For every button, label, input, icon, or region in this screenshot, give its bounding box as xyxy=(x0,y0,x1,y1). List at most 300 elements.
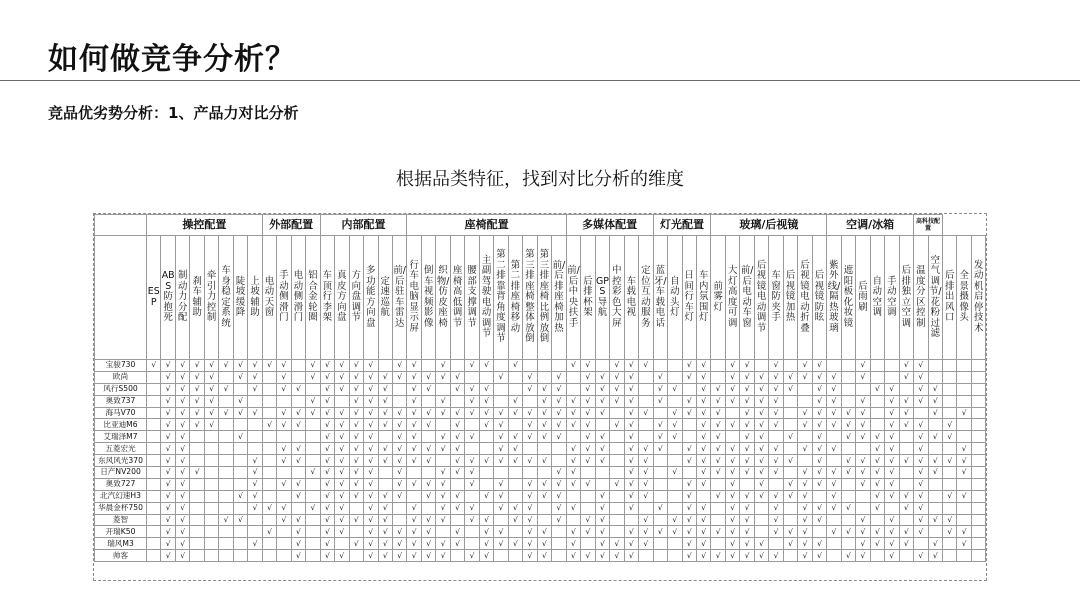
feature-header xyxy=(827,236,841,360)
check-cell: √ xyxy=(537,490,551,502)
check-cell xyxy=(277,490,291,502)
check-cell: √ xyxy=(769,443,783,455)
check-cell: √ xyxy=(812,383,827,395)
feature-header xyxy=(624,236,638,360)
check-cell xyxy=(639,371,654,383)
check-cell xyxy=(581,490,595,502)
check-cell xyxy=(783,550,797,562)
feature-header xyxy=(450,236,464,360)
check-cell xyxy=(783,360,797,372)
check-cell: √ xyxy=(262,526,276,538)
check-cell xyxy=(306,431,320,443)
check-cell: √ xyxy=(450,443,464,455)
check-cell: √ xyxy=(291,514,305,526)
check-cell: √ xyxy=(465,383,479,395)
check-cell: √ xyxy=(711,455,725,467)
table-row xyxy=(95,371,986,383)
check-cell: √ xyxy=(870,526,884,538)
check-cell: √ xyxy=(421,383,435,395)
check-cell: √ xyxy=(914,550,928,562)
check-cell: √ xyxy=(479,538,493,550)
check-cell: √ xyxy=(812,550,827,562)
check-cell xyxy=(147,526,161,538)
check-cell xyxy=(335,538,349,550)
check-cell xyxy=(653,407,667,419)
table-row xyxy=(95,478,986,490)
check-cell xyxy=(421,431,435,443)
check-cell: √ xyxy=(364,550,378,562)
feature-label: 后视镜电动调节 xyxy=(756,259,767,334)
check-cell: √ xyxy=(943,526,957,538)
check-cell xyxy=(943,538,957,550)
check-cell: √ xyxy=(885,443,899,455)
check-cell xyxy=(248,419,262,431)
check-cell: √ xyxy=(175,360,189,372)
check-cell: √ xyxy=(812,455,827,467)
check-cell xyxy=(190,443,204,455)
check-cell xyxy=(783,467,797,479)
feature-label: 发动机启停技术 xyxy=(973,259,984,334)
check-cell: √ xyxy=(147,360,161,372)
check-cell: √ xyxy=(335,431,349,443)
feature-header xyxy=(566,236,580,360)
check-cell: √ xyxy=(349,455,363,467)
check-cell: √ xyxy=(436,395,450,407)
check-cell: √ xyxy=(957,467,971,479)
check-cell xyxy=(668,478,682,490)
group-header: 灯光配置 xyxy=(653,215,711,236)
check-cell xyxy=(899,478,913,490)
feature-header xyxy=(639,236,654,360)
feature-header xyxy=(581,236,595,360)
check-cell: √ xyxy=(161,550,175,562)
check-cell xyxy=(827,514,841,526)
check-cell: √ xyxy=(248,371,262,383)
check-cell: √ xyxy=(754,538,768,550)
section-subtitle: 竞品优劣势分析：1、产品力对比分析 xyxy=(48,104,299,122)
check-cell: √ xyxy=(639,467,654,479)
check-cell xyxy=(841,514,855,526)
check-cell: √ xyxy=(335,514,349,526)
check-cell: √ xyxy=(349,395,363,407)
check-cell xyxy=(798,455,812,467)
check-cell xyxy=(204,514,218,526)
check-cell: √ xyxy=(827,526,841,538)
check-cell: √ xyxy=(581,407,595,419)
check-cell: √ xyxy=(523,419,537,431)
check-cell: √ xyxy=(508,443,522,455)
check-cell: √ xyxy=(436,490,450,502)
check-cell: √ xyxy=(392,467,406,479)
check-cell xyxy=(421,395,435,407)
check-cell: √ xyxy=(436,360,450,372)
check-cell xyxy=(552,526,567,538)
check-cell: √ xyxy=(682,514,696,526)
check-cell: √ xyxy=(668,419,682,431)
check-cell: √ xyxy=(320,526,334,538)
check-cell xyxy=(943,478,957,490)
check-cell: √ xyxy=(914,467,928,479)
check-cell xyxy=(190,526,204,538)
feature-header xyxy=(306,236,320,360)
check-cell: √ xyxy=(696,514,710,526)
check-cell: √ xyxy=(711,419,725,431)
check-cell: √ xyxy=(450,383,464,395)
check-cell xyxy=(537,443,551,455)
check-cell: √ xyxy=(943,490,957,502)
check-cell: √ xyxy=(175,467,189,479)
check-cell: √ xyxy=(827,467,841,479)
check-cell: √ xyxy=(392,526,406,538)
check-cell: √ xyxy=(914,526,928,538)
check-cell xyxy=(957,419,971,431)
check-cell: √ xyxy=(494,490,508,502)
check-cell xyxy=(190,455,204,467)
check-cell xyxy=(769,431,783,443)
check-cell: √ xyxy=(783,490,797,502)
check-cell xyxy=(943,467,957,479)
check-cell: √ xyxy=(682,455,696,467)
check-cell: √ xyxy=(349,490,363,502)
check-cell xyxy=(856,502,870,514)
check-cell xyxy=(783,443,797,455)
check-cell: √ xyxy=(349,538,363,550)
check-cell xyxy=(147,455,161,467)
check-cell: √ xyxy=(812,407,827,419)
brand-name: 奥致737 xyxy=(95,395,147,407)
check-cell xyxy=(971,431,985,443)
check-cell: √ xyxy=(725,395,739,407)
check-cell: √ xyxy=(465,478,479,490)
check-cell: √ xyxy=(943,419,957,431)
check-cell: √ xyxy=(537,550,551,562)
check-cell xyxy=(436,526,450,538)
check-cell: √ xyxy=(407,407,421,419)
check-cell: √ xyxy=(465,550,479,562)
check-cell: √ xyxy=(914,490,928,502)
check-cell: √ xyxy=(696,502,710,514)
check-cell: √ xyxy=(812,431,827,443)
check-cell: √ xyxy=(523,431,537,443)
check-cell: √ xyxy=(885,431,899,443)
check-cell: √ xyxy=(349,419,363,431)
check-cell: √ xyxy=(508,395,522,407)
check-cell: √ xyxy=(175,502,189,514)
check-cell xyxy=(262,538,276,550)
feature-header xyxy=(349,236,363,360)
check-cell: √ xyxy=(827,502,841,514)
check-cell: √ xyxy=(436,478,450,490)
check-cell xyxy=(219,419,233,431)
check-cell: √ xyxy=(392,431,406,443)
check-cell: √ xyxy=(725,455,739,467)
check-cell xyxy=(262,395,276,407)
check-cell: √ xyxy=(725,550,739,562)
check-cell xyxy=(277,538,291,550)
check-cell xyxy=(349,550,363,562)
check-cell: √ xyxy=(696,455,710,467)
check-cell: √ xyxy=(392,407,406,419)
check-cell: √ xyxy=(335,419,349,431)
check-cell: √ xyxy=(639,514,654,526)
check-cell: √ xyxy=(450,371,464,383)
check-cell: √ xyxy=(812,371,827,383)
check-cell: √ xyxy=(595,526,609,538)
check-cell xyxy=(639,419,654,431)
check-cell xyxy=(306,514,320,526)
feature-label: 车内氛围灯 xyxy=(699,270,709,324)
check-cell: √ xyxy=(364,455,378,467)
check-cell: √ xyxy=(320,360,334,372)
check-cell: √ xyxy=(233,371,247,383)
check-cell xyxy=(233,478,247,490)
check-cell xyxy=(508,478,522,490)
check-cell xyxy=(711,371,725,383)
check-cell: √ xyxy=(769,407,783,419)
check-cell: √ xyxy=(899,407,913,419)
page-title: 如何做竞争分析？ xyxy=(48,42,296,77)
check-cell xyxy=(219,371,233,383)
feature-label: 遮阳板化妆镜 xyxy=(843,265,854,329)
check-cell: √ xyxy=(566,467,580,479)
check-cell: √ xyxy=(378,371,392,383)
check-cell: √ xyxy=(914,478,928,490)
check-cell xyxy=(971,502,985,514)
check-cell: √ xyxy=(595,514,609,526)
feature-label: 车窗防夹手 xyxy=(771,270,781,324)
check-cell: √ xyxy=(870,538,884,550)
check-cell: √ xyxy=(450,407,464,419)
check-cell: √ xyxy=(378,550,392,562)
check-cell: √ xyxy=(364,419,378,431)
check-cell xyxy=(971,383,985,395)
check-cell: √ xyxy=(277,383,291,395)
check-cell: √ xyxy=(856,514,870,526)
check-cell xyxy=(827,455,841,467)
check-cell: √ xyxy=(436,431,450,443)
check-cell: √ xyxy=(841,407,855,419)
check-cell xyxy=(219,550,233,562)
check-cell: √ xyxy=(407,455,421,467)
check-cell: √ xyxy=(566,455,580,467)
check-cell xyxy=(682,431,696,443)
check-cell: √ xyxy=(769,455,783,467)
check-cell: √ xyxy=(378,395,392,407)
check-cell: √ xyxy=(552,395,567,407)
check-cell: √ xyxy=(494,538,508,550)
check-cell: √ xyxy=(610,419,624,431)
check-cell xyxy=(653,514,667,526)
check-cell: √ xyxy=(233,490,247,502)
feature-header xyxy=(537,236,551,360)
check-cell: √ xyxy=(364,395,378,407)
check-cell: √ xyxy=(450,419,464,431)
check-cell: √ xyxy=(479,395,493,407)
check-cell xyxy=(450,360,464,372)
check-cell xyxy=(971,360,985,372)
check-cell xyxy=(378,360,392,372)
check-cell: √ xyxy=(364,514,378,526)
check-cell xyxy=(233,550,247,562)
check-cell: √ xyxy=(479,419,493,431)
check-cell xyxy=(277,526,291,538)
check-cell xyxy=(928,443,942,455)
check-cell xyxy=(653,538,667,550)
check-cell: √ xyxy=(870,455,884,467)
brand-name: 东风风光370 xyxy=(95,455,147,467)
check-cell xyxy=(957,478,971,490)
check-cell: √ xyxy=(581,395,595,407)
check-cell: √ xyxy=(653,526,667,538)
check-cell: √ xyxy=(639,443,654,455)
check-cell: √ xyxy=(349,360,363,372)
check-cell xyxy=(190,502,204,514)
check-cell: √ xyxy=(885,467,899,479)
check-cell: √ xyxy=(581,383,595,395)
check-cell: √ xyxy=(899,526,913,538)
check-cell xyxy=(841,478,855,490)
check-cell: √ xyxy=(653,371,667,383)
check-cell: √ xyxy=(581,514,595,526)
check-cell xyxy=(291,371,305,383)
check-cell: √ xyxy=(725,514,739,526)
check-cell: √ xyxy=(566,502,580,514)
check-cell: √ xyxy=(841,550,855,562)
table-row xyxy=(95,538,986,550)
check-cell xyxy=(537,514,551,526)
check-cell: √ xyxy=(798,371,812,383)
feature-label: 手动空调 xyxy=(887,275,897,318)
check-cell xyxy=(971,490,985,502)
check-cell: √ xyxy=(537,538,551,550)
check-cell: √ xyxy=(610,360,624,372)
check-cell: √ xyxy=(595,502,609,514)
check-cell: √ xyxy=(392,490,406,502)
check-cell: √ xyxy=(783,371,797,383)
check-cell xyxy=(827,550,841,562)
check-cell: √ xyxy=(682,490,696,502)
check-cell: √ xyxy=(812,514,827,526)
check-cell: √ xyxy=(219,514,233,526)
check-cell xyxy=(479,431,493,443)
table-row xyxy=(95,502,986,514)
check-cell xyxy=(957,502,971,514)
check-cell xyxy=(204,431,218,443)
brand-name: 奥致727 xyxy=(95,478,147,490)
check-cell: √ xyxy=(798,443,812,455)
check-cell: √ xyxy=(378,419,392,431)
check-cell: √ xyxy=(624,478,638,490)
check-cell: √ xyxy=(349,467,363,479)
table-row xyxy=(95,467,986,479)
check-cell: √ xyxy=(291,526,305,538)
check-cell xyxy=(190,550,204,562)
check-cell: √ xyxy=(783,431,797,443)
check-cell: √ xyxy=(161,526,175,538)
feature-label: ABS防抱死 xyxy=(161,270,175,324)
check-cell: √ xyxy=(537,478,551,490)
check-cell: √ xyxy=(552,383,567,395)
check-cell: √ xyxy=(812,443,827,455)
check-cell: √ xyxy=(653,502,667,514)
check-cell xyxy=(899,431,913,443)
check-cell: √ xyxy=(436,467,450,479)
check-cell: √ xyxy=(407,419,421,431)
check-cell: √ xyxy=(696,478,710,490)
check-cell: √ xyxy=(870,443,884,455)
check-cell: √ xyxy=(262,419,276,431)
feature-label: 车载电视 xyxy=(626,275,637,318)
check-cell xyxy=(190,538,204,550)
check-cell: √ xyxy=(740,514,754,526)
check-cell xyxy=(943,395,957,407)
check-cell: √ xyxy=(523,538,537,550)
check-cell: √ xyxy=(523,371,537,383)
check-cell: √ xyxy=(595,431,609,443)
check-cell: √ xyxy=(581,443,595,455)
check-cell: √ xyxy=(827,419,841,431)
check-cell: √ xyxy=(552,407,567,419)
check-cell xyxy=(957,360,971,372)
feature-header xyxy=(754,236,768,360)
check-cell: √ xyxy=(190,360,204,372)
table-row xyxy=(95,431,986,443)
check-cell: √ xyxy=(914,395,928,407)
check-cell xyxy=(566,371,580,383)
feature-label: 行车电脑显示屏 xyxy=(409,259,419,334)
check-cell xyxy=(233,443,247,455)
check-cell xyxy=(971,526,985,538)
check-cell: √ xyxy=(682,538,696,550)
check-cell xyxy=(262,550,276,562)
check-cell: √ xyxy=(175,478,189,490)
check-cell: √ xyxy=(754,550,768,562)
check-cell xyxy=(277,431,291,443)
check-cell: √ xyxy=(769,550,783,562)
table-row xyxy=(95,443,986,455)
table-row xyxy=(95,407,986,419)
group-header: 外部配置 xyxy=(262,215,320,236)
feature-header xyxy=(943,236,957,360)
check-cell xyxy=(841,371,855,383)
check-cell xyxy=(436,455,450,467)
check-cell xyxy=(841,383,855,395)
check-cell: √ xyxy=(899,490,913,502)
check-cell: √ xyxy=(378,502,392,514)
check-cell: √ xyxy=(595,383,609,395)
check-cell xyxy=(306,538,320,550)
check-cell: √ xyxy=(277,502,291,514)
check-cell: √ xyxy=(595,538,609,550)
check-cell: √ xyxy=(248,490,262,502)
feature-label: 腰部支撑调节 xyxy=(467,265,477,329)
check-cell xyxy=(479,443,493,455)
check-cell xyxy=(610,431,624,443)
check-cell xyxy=(798,395,812,407)
check-cell: √ xyxy=(914,419,928,431)
check-cell: √ xyxy=(740,419,754,431)
check-cell xyxy=(899,443,913,455)
check-cell: √ xyxy=(696,538,710,550)
check-cell xyxy=(711,538,725,550)
check-cell: √ xyxy=(219,360,233,372)
check-cell xyxy=(147,490,161,502)
check-cell: √ xyxy=(827,407,841,419)
check-cell: √ xyxy=(899,419,913,431)
feature-label: 主副驾驶电动调节 xyxy=(481,254,492,339)
check-cell: √ xyxy=(957,490,971,502)
check-cell: √ xyxy=(436,538,450,550)
